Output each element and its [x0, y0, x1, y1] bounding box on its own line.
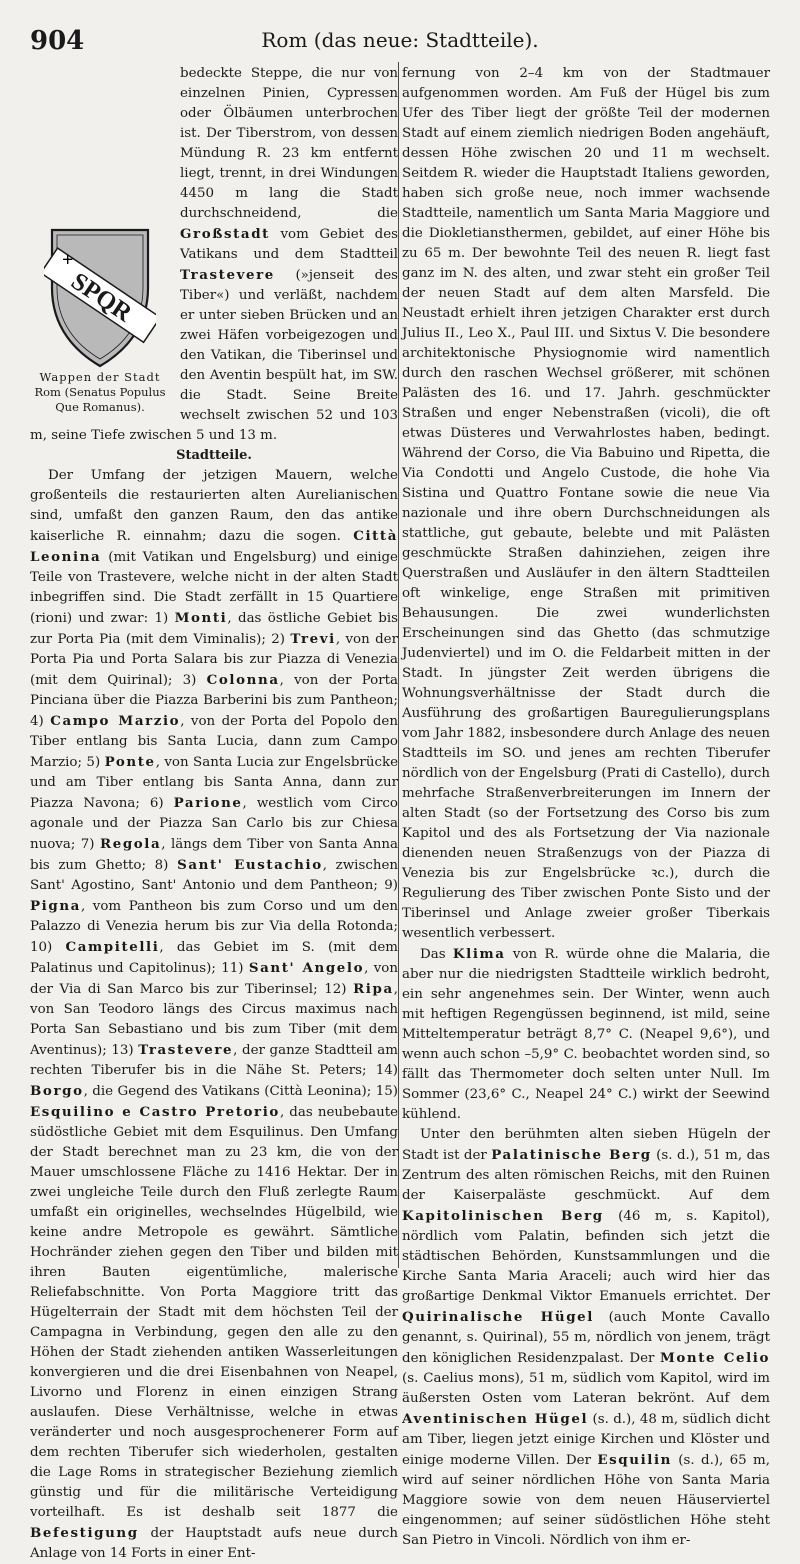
paragraph-klima: Das Klima von R. würde ohne die Malaria, die aber nur die niedrigsten Stadtteile wirklich bedroht, ein sehr angenehmes sein. Der Winter, wenn auch mit heftigen Regengüssen beginnend, ist mild, seine Mitteltemperatur beträgt 8,7° C. (Neapel 9,6°), und wenn auch schon –5,9° C. beobachtet worden sind, so fällt das Thermometer doch selten unter Null. Im Sommer (23,6° C., Neapel 24° C.) wirkt der Seewind kühlend.: [402, 946, 770, 1122]
paragraph-neustadt: fernung von 2–4 km von der Stadtmauer aufgenommen worden. Am Fuß der Hügel bis zum Ufer des Tiber liegt der größte Teil der modernen Stadt auf einem ziemlich niedrigen Boden angehäuft, dessen Höhe zwischen 20 und 11 m wechselt. Seitdem R. wieder die Hauptstadt Italiens geworden, haben sich große neue, noch immer wachsende Stadtteile, namentlich um Santa Maria Maggiore und die Diokletiansthermen, gebildet, auf einer Höhe bis zu 65 m. Der bewohnte Teil des neuen R. liegt fast ganz im N. des alten, und zwar steht ein großer Teil der neuen Stadt auf dem alten Marsfeld. Die Neustadt erhielt ihren jetzigen Charakter erst durch Julius II., Leo X., Paul III. und Sixtus V. Die besondere architektonische Physiognomie wird namentlich durch den raschen Wechsel größerer, mit schönen Palästen des 16. und 17. Jahrh. geschmückter Straßen und enger Nebenstraßen (vicoli), die oft etwas Düsteres und Verwahrlostes haben, bedingt. Während der Corso, die Via Babuino und Ripetta, die Via Condotti und Angelo Custode, die hohe Via Sistina und Quattro Fontane sowie die neue Via nazionale und ihre obern Durchschneidungen als stattliche, gut gebaute, belebte und mit Palästen geschmückte Straßen dahinziehen, zeigen ihre Querstraßen und Ausläufer in den ältern Stadtteilen oft winkelige, enge Straßen mit primitiven Behausungen. Die zwei wunderlichsten Erscheinungen sind das Ghetto (das schmutzige Judenviertel) und im O. die Feldarbeit mitten in der Stadt. In jüngster Zeit werden übrigens die Wohnungsverhältnisse der Stadt durch die Ausführung des großartigen Bauregulierungsplans vom Jahr 1882, insbesondere durch Anlage des neuen Stadtteils im SO. und jenes am rechten Tiberufer nördlich von der Engelsburg (Prati di Castello), durch mehrfache Straßenverbreiterungen im Innern der alten Stadt (so der Fortsetzung des Corso bis zum Kapitol und des als Fortsetzung der Via nazionale dienenden neuen Straßenzugs von der Piazza di Venezia bis zur Engelsbrücke ꝛc.), durch die Regulierung des Tiber zwischen Ponte Sisto und der Tiberinsel und Anlage zweier großer Tiberkais wesentlich verbessert.: [402, 66, 770, 941]
right-column: [402, 64, 770, 1551]
paragraph-tiber: bedeckte Steppe, die nur von einzelnen Pinien, Cypressen oder Ölbäumen unterbrochen ist. Der Tiberstrom, von dessen Mündung R. 23 km entfernt liegt, trennt, in drei Windungen 4450 m lang die Stadt durchschneidend, die Großstadt vom Gebiet des Vatikans und dem Stadtteil Trastevere (»jenseit des Tiber«) und verläßt, nachdem er unter sieben Brücken und an zwei Häfen vorbeigezogen und den Vatikan, die Tiberinsel und den Aventin bespült hat, im SW. die Stadt. Seine Breite wechselt zwischen 52 und 103 m, seine Tiefe zwischen 5 und 13 m.: [30, 66, 398, 443]
running-head: Rom (das neue: Stadtteile).: [261, 28, 539, 52]
shield-icon: [44, 224, 156, 370]
coat-caption-line-2: Rom (Senatus Populus: [34, 385, 166, 399]
page-header: [30, 26, 770, 56]
coat-of-arms: [30, 224, 170, 415]
paragraph-stadtteile: Der Umfang der jetzigen Mauern, welche großenteils die restaurierten alten Aurelianischen sind, umfaßt den ganzen Raum, den das antike kaiserliche R. einnahm; dazu die sogen. Città Leonina (mit Vatikan und Engelsburg) und einige Teile von Trastevere, welche nicht in der alten Stadt inbegriffen sind. Die Stadt zerfällt in 15 Quartiere (rioni) und zwar: 1) Monti, das östliche Gebiet bis zur Porta Pia (mit dem Viminalis); 2) Trevi, von der Porta Pia und Porta Salara bis zur Piazza di Venezia (mit dem Quirinal); 3) Colonna, von der Porta Pinciana über die Piazza Barberini bis zum Pantheon; 4) Campo Marzio, von der Porta del Popolo den Tiber entlang bis Santa Lucia, dann zum Campo Marzio; 5) Ponte, von Santa Lucia zur Engelsbrücke und am Tiber entlang bis Santa Anna, dann zur Piazza Navona; 6) Parione, westlich vom Circo agonale und der Piazza San Carlo bis zur Chiesa nuova; 7) Regola, längs dem Tiber von Santa Anna bis zum Ghetto; 8) Sant' Eustachio, zwischen Sant' Agostino, Sant' Antonio und dem Pantheon; 9) Pigna, vom Pantheon bis zum Corso und um den Palazzo di Venezia herum bis zur Via della Rotonda; 10) Campitelli, das Gebiet im S. (mit dem Palatinus und Capitolinus); 11) Sant' Angelo, von der Via di San Marco bis zur Tiberinsel; 12) Ripa, von San Teodoro längs des Circus maximus nach Porta San Sebastiano und bis zum Tiber (mit dem Aventinus); 13) Trastevere, der ganze Stadtteil am rechten Tiberufer bis in die Nähe St. Peters; 14) Borgo, die Gegend des Vatikans (Città Leonina); 15) Esquilino e Castro Pretorio, das neubebaute südöstliche Gebiet mit dem Esquilinus. Den Umfang der Stadt berechnet man zu 23 km, die von der Mauer umschlossene Fläche zu 1416 Hektar. Der in zwei ungleiche Teile durch den Fluß zerlegte Raum umfaßt ein originelles, wechselndes Hügelbild, wie keine andre Metropole es gewährt. Sämtliche Hochränder ziehen gegen den Tiber und bilden mit ihren Bauten eigentümliche, malerische Reliefabschnitte. Von Porta Maggiore tritt das Hügelterrain der Stadt mit dem höchsten Teil der Campagna in Verbindung, gegen den alle zu den Höhen der Stadt ziehenden antiken Wasserleitungen konvergieren und die drei Eisenbahnen von Neapel, Livorno und Florenz in einen einzigen Strang auslaufen. Diese Verhältnisse, welche in etwas veränderter und noch ausgesprochenerer Form auf dem rechten Tiberufer sich wiederholen, gestalten die Lage Roms in strategischer Beziehung ziemlich günstig und für die militärische Verteidigung vorteilhaft. Es ist deshalb seit 1877 die Befestigung der Hauptstadt aufs neue durch Anlage von 14 Forts in einer Ent-: [30, 468, 399, 1561]
cross-icon: +: [62, 249, 74, 271]
paragraph-huegel: Unter den berühmten alten sieben Hügeln der Stadt ist der Palatinische Berg (s. d.), 51 m, das Zentrum des alten römischen Reichs, mit den Ruinen der Kaiserpaläste geschmückt. Auf dem Kapitolinischen Berg (46 m, s. Kapitol), nördlich vom Palatin, befinden sich jetzt die städtischen Behörden, Kunstsammlungen und die Kirche Santa Maria Araceli; auch wird hier das großartige Denkmal Viktor Emanuels errichtet. Der Quirinalische Hügel (auch Monte Cavallo genannt, s. Quirinal), 55 m, nördlich von jenem, trägt den königlichen Residenzpalast. Der Monte Celio (s. Caelius mons), 51 m, südlich vom Kapitol, wird im äußersten Osten vom Lateran bekrönt. Auf dem Aventinischen Hügel (s. d.), 48 m, südlich dicht am Tiber, liegen jetzt einige Kirchen und Klöster und einige moderne Villen. Der Esquilin (s. d.), 65 m, wird auf seiner nördlichen Höhe von Santa Maria Maggiore sowie von dem neuen Häuserviertel eingenommen; auf seiner südöstlichen Höhe steht San Pietro in Vincoli. Nördlich von ihm er-: [402, 1127, 770, 1548]
coat-caption-line-3: Que Romanus).: [55, 400, 145, 414]
left-column: [30, 64, 398, 1564]
seal-lettering: SPQR: [66, 267, 137, 328]
section-heading-stadtteile: Stadtteile.: [176, 448, 252, 463]
coat-caption-line-1: Wappen der Stadt: [39, 370, 161, 384]
column-divider: [398, 62, 399, 1268]
page-number: 904: [30, 26, 85, 56]
